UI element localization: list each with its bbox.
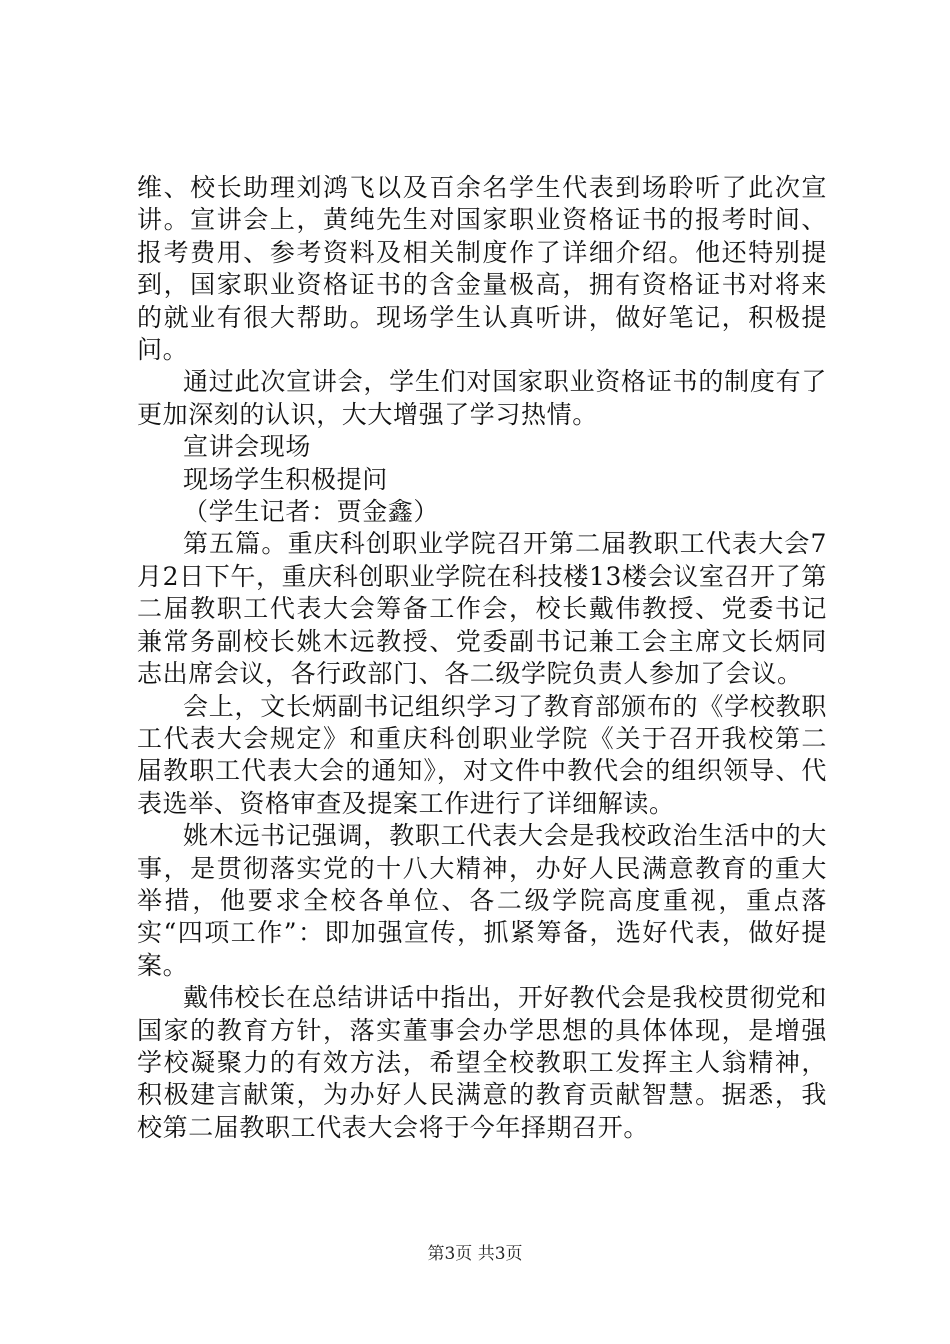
reporter-credit: （学生记者：贾金鑫）: [183, 497, 440, 527]
photo-caption-1: 宣讲会现场: [183, 432, 312, 462]
photo-caption-2: 现场学生积极提问: [183, 464, 388, 494]
paragraph-emphasis: 姚木远书记强调，教职工代表大会是我校政治生活中的大事，是贯彻落实党的十八大精神，办好人民满意教育的重大举措，他要求全校各单位、各二级学院高度重视，重点落实“四项工作”：即加强宣传，抓紧筹备，选好代表，做好提案。: [137, 821, 827, 980]
paragraph-1: 维、校长助理刘鸿飞以及百余名学生代表到场聆听了此次宣讲。宣讲会上，黄纯先生对国家职业资格证书的报考时间、报考费用、参考资料及相关制度作了详细介绍。他还特别提到，国家职业资格证书的含金量极高，拥有资格证书对将来的就业有很大帮助。现场学生认真听讲，做好笔记，积极提问。: [137, 173, 827, 365]
paragraph-article-five: 第五篇。重庆科创职业学院召开第二届教职工代表大会7月2日下午，重庆科创职业学院在科技楼13楼会议室召开了第二届教职工代表大会筹备工作会，校长戴伟教授、党委书记兼常务副校长姚木远教授、党委副书记兼工会主席文长炳同志出席会议，各行政部门、各二级学院负责人参加了会议。: [137, 529, 827, 689]
page-footer: 第3页 共3页: [427, 1244, 523, 1264]
document-body: [137, 172, 827, 1144]
paragraph-meeting: 会上，文长炳副书记组织学习了教育部颁布的《学校教职工代表大会规定》和重庆科创职业学院《关于召开我校第二届教职工代表大会的通知》，对文件中教代会的组织领导、代表选举、资格审查及提案工作进行了详细解读。: [137, 691, 827, 818]
paragraph-summary: 戴伟校长在总结讲话中指出，开好教代会是我校贯彻党和国家的教育方针，落实董事会办学思想的具体体现，是增强学校凝聚力的有效方法，希望全校教职工发挥主人翁精神，积极建言献策，为办好人民满意的教育贡献智慧。据悉，我校第二届教职工代表大会将于今年择期召开。: [137, 983, 827, 1142]
paragraph-2: 通过此次宣讲会，学生们对国家职业资格证书的制度有了更加深刻的认识，大大增强了学习热情。: [137, 367, 827, 429]
